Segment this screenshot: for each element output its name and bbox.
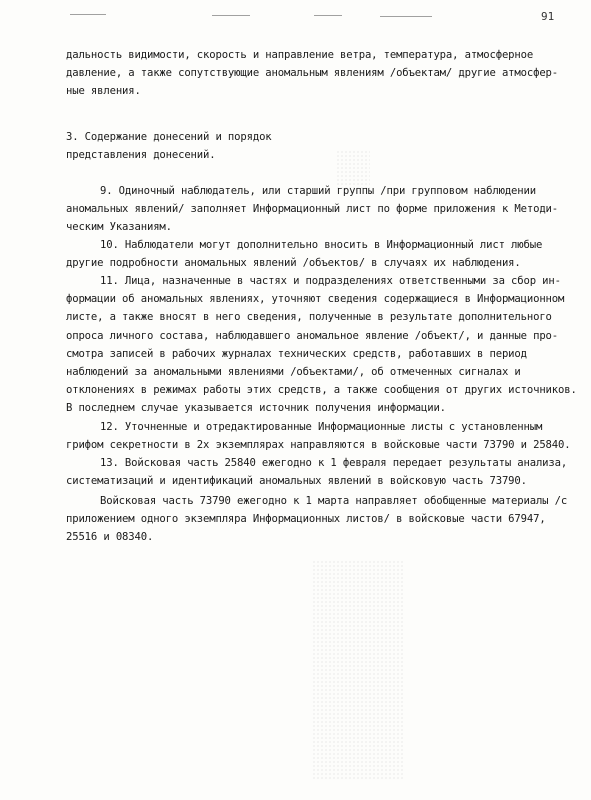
paragraph-10 — [66, 236, 543, 272]
text-line: давление, а также сопутствующие аномальным явлениям /объектам/ другие атмосфер- — [66, 67, 559, 80]
paragraph-12 — [66, 418, 571, 454]
paragraph-continuation — [66, 46, 559, 101]
text-line: 11. Лица, назначенные в частях и подразделениях ответственными за сбор ин- — [100, 275, 561, 287]
text-line: смотра записей в рабочих журналах технических средств, работавших в период — [66, 347, 527, 360]
text-line: Войсковая часть 73790 ежегодно к 1 марта направляет обобщенные материалы /с — [100, 495, 568, 507]
text-line: 12. Уточненные и отредактированные Информационные листы с установленным — [100, 421, 543, 433]
scan-noise — [312, 560, 404, 780]
text-line: 9. Одиночный наблюдатель, или старший группы /при групповом наблюдении — [100, 185, 536, 197]
scan-artifact — [70, 14, 106, 15]
text-line: опроса личного состава, наблюдавшего аномальное явление /объект/, и данные про- — [66, 329, 559, 342]
text-line: аномальных явлений/ заполняет Информационный лист по форме приложения к Методи- — [66, 203, 559, 216]
text-line: приложением одного экземпляра Информационных листов/ в войсковые части 67947, — [66, 513, 546, 526]
text-line: систематизаций и идентификаций аномальных явлений в войсковую часть 73790. — [66, 475, 527, 488]
text-line: наблюдений за аномальными явлениями /объектами/, об отмеченных сигналах и — [66, 365, 521, 378]
scan-artifact — [212, 15, 250, 16]
text-line: 13. Войсковая часть 25840 ежегодно к 1 февраля передает результаты анализа, — [100, 457, 568, 469]
text-line: В последнем случае указывается источник получения информации. — [66, 402, 446, 415]
text-line: отклонениях в режимах работы этих средств, а также сообщения от других источников. — [66, 384, 577, 397]
text-line: 25516 и 08340. — [66, 531, 154, 544]
text-line: ные явления. — [66, 85, 141, 98]
scan-artifact — [380, 16, 432, 17]
paragraph-13-continued — [66, 492, 568, 547]
text-line: ческим Указаниям. — [66, 221, 172, 234]
text-line: дальность видимости, скорость и направление ветра, температура, атмосферное — [66, 49, 534, 61]
text-line: 10. Наблюдатели могут дополнительно вносить в Информационный лист любые — [100, 239, 543, 251]
paragraph-13 — [66, 454, 568, 490]
text-line: другие подробности аномальных явлений /объектов/ в случаях их наблюдения. — [66, 257, 521, 270]
text-line: 3. Содержание донесений и порядок — [66, 131, 272, 143]
paragraph-11 — [66, 272, 577, 418]
paragraph-9 — [66, 182, 559, 237]
section-heading — [66, 128, 536, 164]
text-line: листе, а также вносят в него сведения, полученные в результате дополнительного — [66, 311, 552, 324]
scan-artifact — [314, 15, 342, 16]
text-line: грифом секретности в 2х экземплярах направляются в войсковые части 73790 и 25840. — [66, 439, 571, 452]
text-line: формации об аномальных явлениях, уточняют сведения содержащиеся в Информационном — [66, 293, 565, 306]
page-number: 91 — [541, 10, 555, 23]
text-line: представления донесений. — [66, 149, 216, 162]
